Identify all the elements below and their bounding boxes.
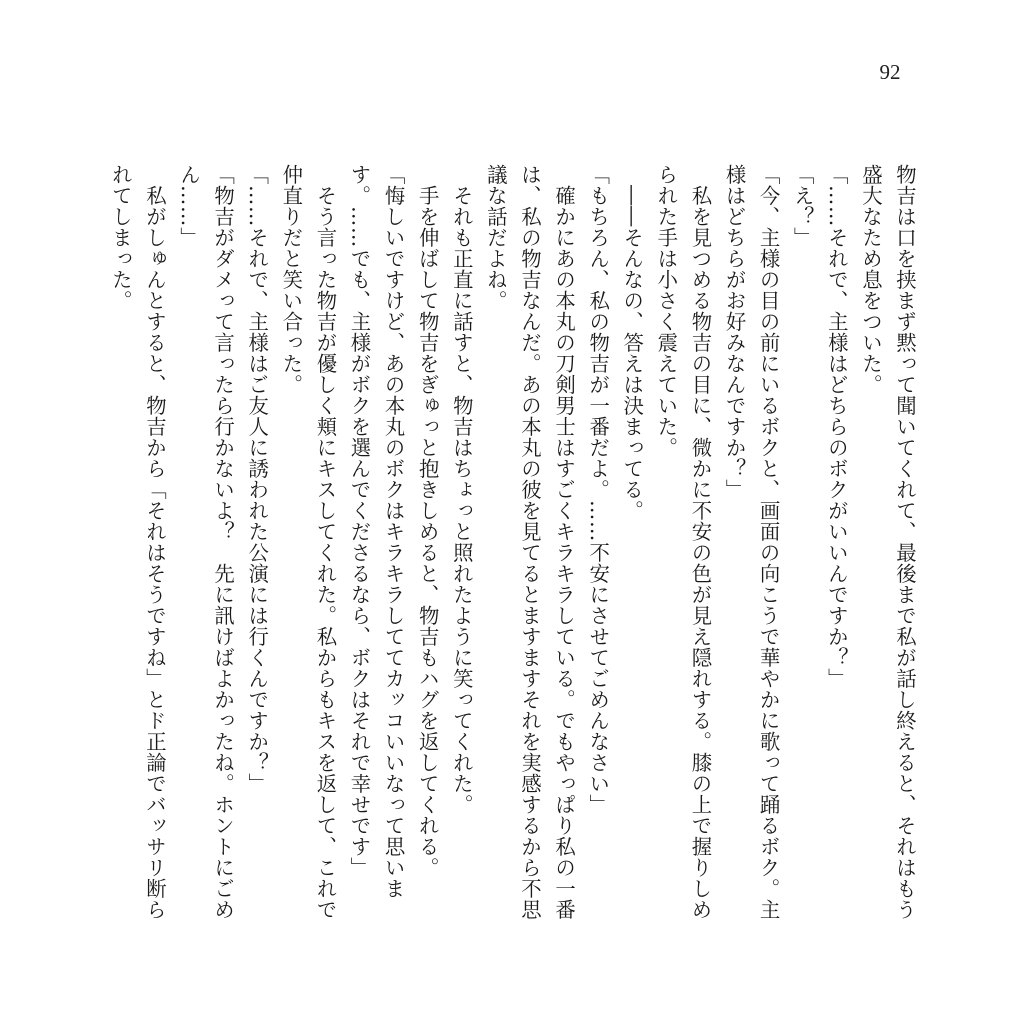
paragraph: 「今、主様の目の前にいるボクと、画面の向こうで華やかに歌って踊るボク。主様はどちらがお好みなんですか？」	[722, 164, 781, 920]
paragraph: 「……それで、主様はご友人に誘われた公演には行くんですか？」	[245, 164, 270, 794]
paragraph: 私を見つめる物吉の目に、微かに不安の色が見え隠れする。膝の上で握りしめられた手は小さく震えていた。	[654, 164, 713, 920]
paragraph: 「もちろん、私の物吉が一番だよ。……不安にさせてごめんなさい」	[586, 164, 611, 815]
novel-body-text	[108, 164, 922, 924]
paragraph: 「悔しいですけど、あの本丸のボクはキラキラしててカッコいいなって思います。……でも、主様がボクを選んでくださるなら、ボクはそれで幸せです」	[347, 164, 406, 899]
paragraph: それも正直に話すと、物吉はちょっと照れたように笑ってくれた。	[449, 164, 474, 815]
paragraph: 確かにあの本丸の刀剣男士はすごくキラキラしている。でもやっぱり私の一番は、私の物吉なんだ。あの本丸の彼を見てるとますますそれを実感するから不思議な話だよね。	[483, 164, 577, 920]
paragraph: 手を伸ばして物吉をぎゅっと抱きしめると、物吉もハグを返してくれる。	[415, 164, 440, 878]
paragraph: 「物吉がダメって言ったら行かないよ？ 先に訊けばよかったね。ホントにごめん……」	[177, 164, 236, 920]
page-number: 92	[879, 60, 901, 84]
paragraph: 「……それで、主様はどちらのボクがいいんですか？」	[824, 164, 849, 689]
paragraph: 物吉は口を挟まず黙って聞いてくれて、最後まで私が話し終えると、それはもう盛大なため息をついた。	[858, 164, 917, 920]
paragraph: そう言った物吉が優しく頬にキスしてくれた。私からもキスを返して、これで仲直りだと笑い合った。	[279, 164, 338, 920]
paragraph: ――そんなの、答えは決まってる。	[620, 164, 645, 521]
paragraph: 私がしゅんとすると、物吉から「それはそうですね」とド正論でバッサリ断られてしまった。	[108, 164, 167, 920]
paragraph: 「え？」	[790, 164, 815, 248]
